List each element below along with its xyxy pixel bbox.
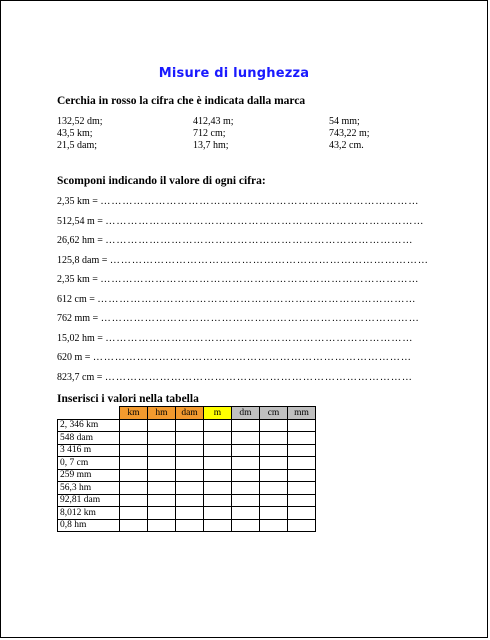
- table-row: [58, 482, 316, 495]
- table-cell[interactable]: [204, 457, 232, 470]
- exercise-line: [57, 251, 437, 271]
- table-cell[interactable]: [148, 457, 176, 470]
- row-label: 259 mm: [58, 469, 120, 482]
- table-cell[interactable]: [148, 507, 176, 520]
- page-title: Misure di lunghezza: [158, 66, 310, 81]
- table-cell[interactable]: [148, 494, 176, 507]
- exercise-line: [57, 309, 437, 329]
- table-cell[interactable]: [260, 494, 288, 507]
- table-cell[interactable]: [148, 419, 176, 432]
- table-cell[interactable]: [232, 507, 260, 520]
- table-cell[interactable]: [120, 469, 148, 482]
- table-cell[interactable]: [288, 519, 316, 532]
- table-cell[interactable]: [260, 507, 288, 520]
- table-cell[interactable]: [120, 444, 148, 457]
- column-header-km: km: [120, 407, 148, 420]
- exercise-line: [57, 212, 437, 232]
- measure-item: 43,2 cm.: [329, 140, 364, 151]
- table-corner: [58, 407, 120, 420]
- exercise-label: 2,35 km =: [57, 274, 98, 285]
- row-label: 0,8 hm: [58, 519, 120, 532]
- row-label: 92,81 dam: [58, 494, 120, 507]
- table-cell[interactable]: [120, 419, 148, 432]
- measure-item: 13,7 hm;: [193, 140, 229, 151]
- exercise-label: 15,02 hm =: [57, 332, 103, 344]
- exercise-label: 2,35 km =: [57, 196, 98, 207]
- table-cell[interactable]: [232, 494, 260, 507]
- exercise-line: [57, 270, 437, 290]
- table-cell[interactable]: [204, 432, 232, 445]
- table-row: [58, 507, 316, 520]
- measure-item: 54 mm;: [329, 116, 360, 127]
- row-label: 548 dam: [58, 432, 120, 445]
- exercise-list: [57, 192, 437, 387]
- table-cell[interactable]: [204, 419, 232, 432]
- exercise-label: 823,7 cm =: [57, 371, 103, 383]
- answer-blank[interactable]: ……………………………………………………………………………: [92, 352, 412, 363]
- units-table: [57, 406, 316, 532]
- table-cell[interactable]: [260, 444, 288, 457]
- table-cell[interactable]: [288, 444, 316, 457]
- table-cell[interactable]: [120, 432, 148, 445]
- table-cell[interactable]: [148, 519, 176, 532]
- column-header-dm: dm: [232, 407, 260, 420]
- table-cell[interactable]: [176, 469, 204, 482]
- table-cell[interactable]: [232, 482, 260, 495]
- answer-blank[interactable]: ……………………………………………………………………………: [97, 293, 417, 305]
- table-cell[interactable]: [204, 469, 232, 482]
- table-row: [58, 494, 316, 507]
- table-row: [58, 444, 316, 457]
- table-cell[interactable]: [260, 457, 288, 470]
- measure-item: 743,22 m;: [329, 128, 370, 139]
- table-cell[interactable]: [148, 469, 176, 482]
- measure-item: 21,5 dam;: [57, 140, 97, 151]
- answer-blank[interactable]: …………………………………………………………………………: [105, 332, 414, 344]
- column-header-hm: hm: [148, 407, 176, 420]
- measure-item: 712 cm;: [193, 128, 226, 139]
- exercise-label: 125,8 dam =: [57, 254, 108, 266]
- exercise-line: [57, 290, 437, 310]
- measures-grid: [57, 116, 397, 152]
- answer-blank[interactable]: ……………………………………………………………………………: [109, 254, 429, 266]
- row-label: 56,3 hm: [58, 482, 120, 495]
- column-header-m: m: [204, 407, 232, 420]
- table-cell[interactable]: [288, 432, 316, 445]
- exercise-line: [57, 329, 437, 349]
- table-cell[interactable]: [204, 519, 232, 532]
- table-cell[interactable]: [176, 444, 204, 457]
- section1-heading: Cerchia in rosso la cifra che è indicata dalla marca: [57, 95, 306, 107]
- table-cell[interactable]: [260, 432, 288, 445]
- row-label: 0, 7 cm: [58, 457, 120, 470]
- row-label: 3 416 m: [58, 444, 120, 457]
- table-cell[interactable]: [204, 494, 232, 507]
- table-cell[interactable]: [260, 482, 288, 495]
- exercise-label: 620 m =: [57, 352, 91, 363]
- table-cell[interactable]: [260, 469, 288, 482]
- table-cell[interactable]: [260, 519, 288, 532]
- section2-heading: Scomponi indicando il valore di ogni cifra:: [57, 175, 266, 187]
- table-cell[interactable]: [232, 432, 260, 445]
- table-cell[interactable]: [176, 457, 204, 470]
- table-row: [58, 457, 316, 470]
- table-cell[interactable]: [288, 419, 316, 432]
- exercise-line: [57, 231, 437, 251]
- table-cell[interactable]: [232, 469, 260, 482]
- answer-blank[interactable]: ……………………………………………………………………………: [100, 196, 420, 207]
- exercise-line: [57, 348, 437, 368]
- table-cell[interactable]: [204, 507, 232, 520]
- answer-blank[interactable]: ……………………………………………………………………………: [100, 313, 420, 324]
- exercise-label: 26,62 hm =: [57, 235, 103, 246]
- table-cell[interactable]: [232, 444, 260, 457]
- table-cell[interactable]: [176, 519, 204, 532]
- table-row: [58, 419, 316, 432]
- measure-item: 43,5 km;: [57, 128, 93, 139]
- table-cell[interactable]: [260, 419, 288, 432]
- table-cell[interactable]: [232, 419, 260, 432]
- answer-blank[interactable]: ……………………………………………………………………………: [105, 215, 425, 227]
- table-cell[interactable]: [204, 444, 232, 457]
- table-cell[interactable]: [148, 444, 176, 457]
- table-cell[interactable]: [288, 457, 316, 470]
- table-row: [58, 432, 316, 445]
- table-cell[interactable]: [204, 482, 232, 495]
- exercise-label: 762 mm =: [57, 313, 99, 324]
- measure-item: 132,52 dm;: [57, 116, 103, 127]
- answer-blank[interactable]: …………………………………………………………………………: [104, 371, 413, 383]
- table-cell[interactable]: [232, 519, 260, 532]
- measure-item: 412,43 m;: [193, 116, 234, 127]
- table-cell[interactable]: [120, 519, 148, 532]
- exercise-label: 612 cm =: [57, 293, 95, 305]
- table-cell[interactable]: [176, 482, 204, 495]
- column-header-cm: cm: [260, 407, 288, 420]
- table-row: [58, 469, 316, 482]
- exercise-label: 512,54 m =: [57, 215, 103, 227]
- row-label: 8,012 km: [58, 507, 120, 520]
- table-cell[interactable]: [120, 482, 148, 495]
- column-header-mm: mm: [288, 407, 316, 420]
- table-cell[interactable]: [176, 507, 204, 520]
- table-cell[interactable]: [176, 494, 204, 507]
- table-cell[interactable]: [288, 494, 316, 507]
- answer-blank[interactable]: ……………………………………………………………………………: [100, 274, 420, 285]
- row-label: 2, 346 km: [58, 419, 120, 432]
- units-header-row: [58, 407, 316, 420]
- table-cell[interactable]: [288, 507, 316, 520]
- section3-heading: Inserisci i valori nella tabella: [57, 393, 199, 405]
- table-cell[interactable]: [176, 432, 204, 445]
- table-cell[interactable]: [148, 482, 176, 495]
- answer-blank[interactable]: …………………………………………………………………………: [105, 235, 414, 246]
- column-header-dam: dam: [176, 407, 204, 420]
- table-cell[interactable]: [120, 457, 148, 470]
- table-cell[interactable]: [288, 469, 316, 482]
- table-cell[interactable]: [120, 494, 148, 507]
- table-cell[interactable]: [148, 432, 176, 445]
- table-cell[interactable]: [232, 457, 260, 470]
- table-cell[interactable]: [288, 482, 316, 495]
- exercise-line: [57, 192, 437, 212]
- exercise-line: [57, 368, 437, 388]
- table-cell[interactable]: [120, 507, 148, 520]
- table-row: [58, 519, 316, 532]
- table-cell[interactable]: [176, 419, 204, 432]
